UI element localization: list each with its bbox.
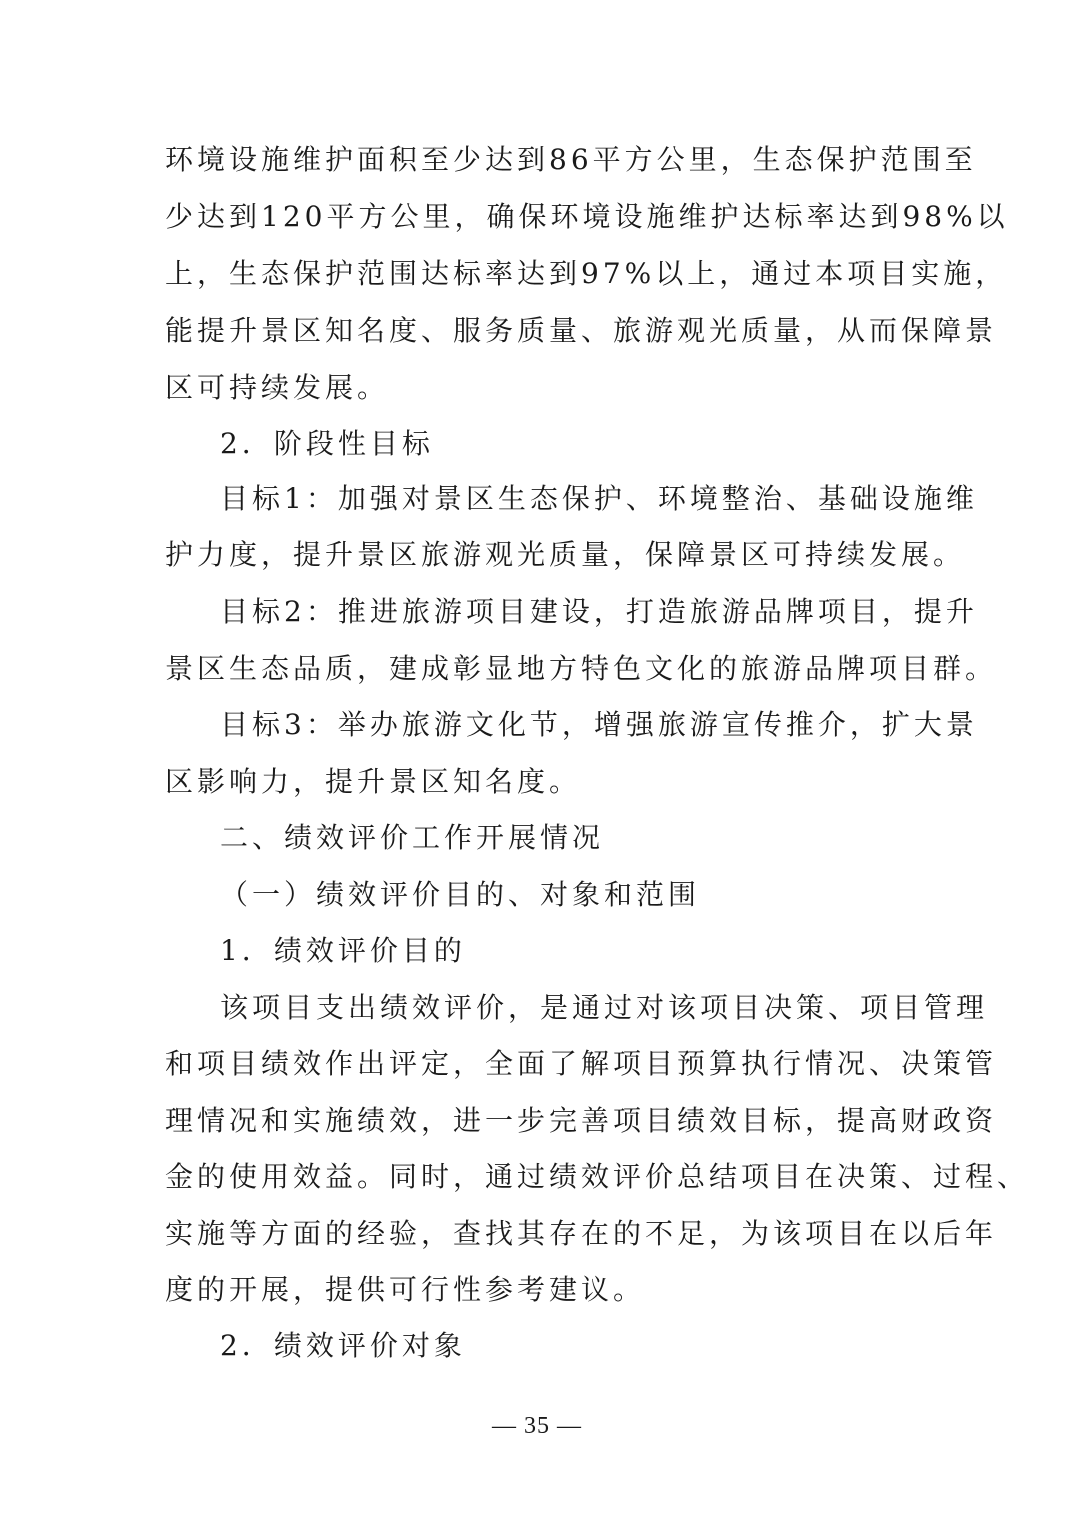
text-line: 度的开展，提供可行性参考建议。 <box>165 1273 646 1306</box>
text-line: 景区生态品质，建成彰显地方特色文化的旅游品牌项目群。 <box>165 652 998 685</box>
section-heading: 1．绩效评价目的 <box>220 934 466 967</box>
section-heading: 2．阶段性目标 <box>220 427 434 460</box>
text-line: 目标1：加强对景区生态保护、环境整治、基础设施维 <box>220 482 978 515</box>
section-heading: 2．绩效评价对象 <box>220 1329 466 1362</box>
text-line: 护力度，提升景区旅游观光质量，保障景区可持续发展。 <box>165 538 966 571</box>
text-line: 实施等方面的经验，查找其存在的不足，为该项目在以后年 <box>165 1217 998 1250</box>
text-line: 上，生态保护范围达标率达到97%以上，通过本项目实施， <box>165 257 1008 290</box>
page-number: — 35 — <box>492 1413 582 1439</box>
text-line: 金的使用效益。同时，通过绩效评价总结项目在决策、过程、 <box>165 1160 1030 1193</box>
text-line: 环境设施维护面积至少达到86平方公里，生态保护范围至 <box>165 143 977 176</box>
text-line: 目标3：举办旅游文化节，增强旅游宣传推介，扩大景 <box>220 708 978 741</box>
text-line: 区可持续发展。 <box>165 371 390 404</box>
section-heading: 二、绩效评价工作开展情况 <box>220 821 605 854</box>
text-line: 理情况和实施绩效，进一步完善项目绩效目标，提高财政资 <box>165 1104 998 1137</box>
section-heading: （一）绩效评价目的、对象和范围 <box>220 878 701 911</box>
text-line: 区影响力，提升景区知名度。 <box>165 765 582 798</box>
text-line: 和项目绩效作出评定，全面了解项目预算执行情况、决策管 <box>165 1047 998 1080</box>
text-line: 目标2：推进旅游项目建设，打造旅游品牌项目，提升 <box>220 595 978 628</box>
text-line: 少达到120平方公里，确保环境设施维护达标率达到98%以 <box>165 200 1009 233</box>
text-line: 能提升景区知名度、服务质量、旅游观光质量，从而保障景 <box>165 314 998 347</box>
text-line: 该项目支出绩效评价，是通过对该项目决策、项目管理 <box>220 991 989 1024</box>
